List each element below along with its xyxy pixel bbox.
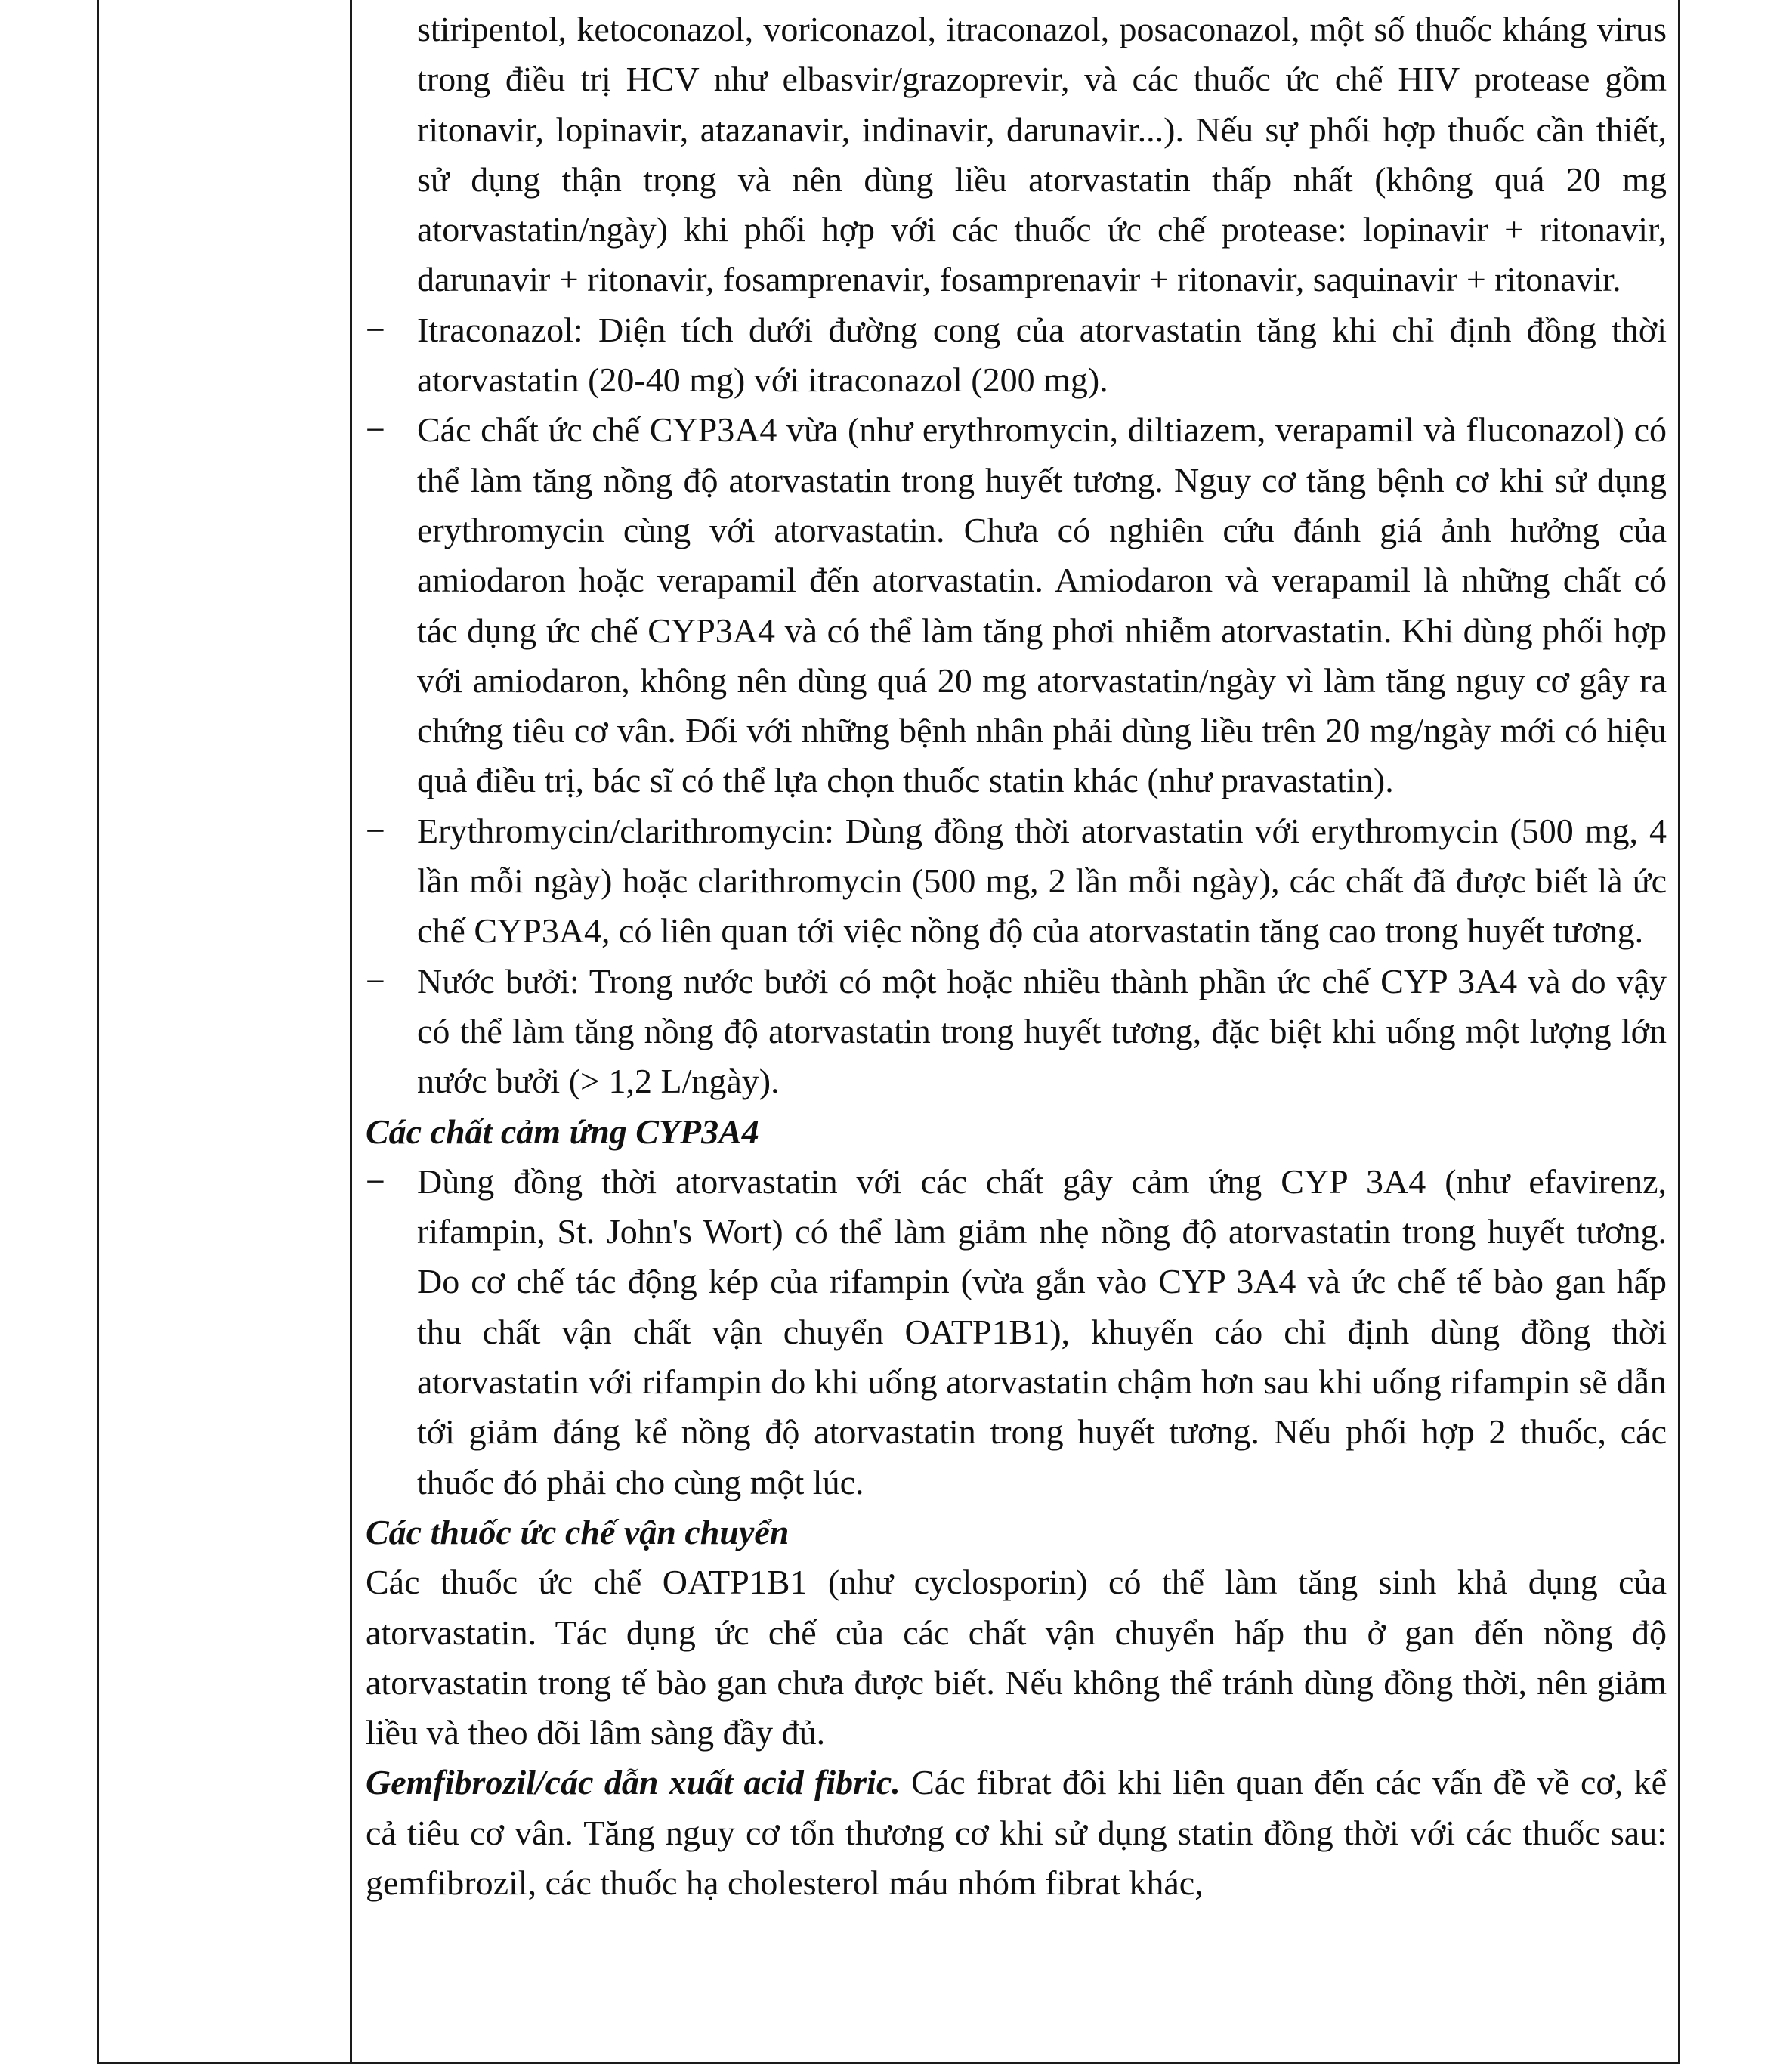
section-heading-cyp3a4-inducers: Các chất cảm ứng CYP3A4: [366, 1112, 759, 1151]
bullet-item-grapefruit-juice: [366, 957, 1667, 1107]
bullet-dash: −: [366, 310, 385, 349]
bullet-dash: −: [366, 1161, 385, 1201]
gemfibrozil-text: Các fibrat đôi khi liên quan đến các vấn đề về cơ, kể cả tiêu cơ vân. Tăng nguy cơ tổn thương cơ khi sử dụng statin đồng thời với các thuốc sau: gemfibrozil, các thuốc hạ cholesterol máu nhóm fibrat khác,: [366, 1763, 1667, 1902]
bullet-dash: −: [366, 811, 385, 850]
bullet-text: Erythromycin/clarithromycin: Dùng đồng thời atorvastatin với erythromycin (500 mg, 4 lần mỗi ngày) hoặc clarithromycin (500 mg, 2 lần mỗi ngày), các chất đã được biết là ức chế CYP3A4, có liên quan tới việc nồng độ của atorvastatin tăng cao trong huyết tương.: [417, 811, 1667, 951]
continuation-paragraph: stiripentol, ketoconazol, voriconazol, itraconazol, posaconazol, một số thuốc kháng virus trong điều trị HCV như elbasvir/grazoprevir, và các thuốc ức chế HIV protease gồm ritonavir, lopinavir, atazanavir, indinavir, darunavir...). Nếu sự phối hợp thuốc cần thiết, sử dụng thận trọng và nên dùng liều atorvastatin thấp nhất (không quá 20 mg atorvastatin/ngày) khi phối hợp với các thuốc ức chế protease: lopinavir + ritonavir, darunavir + ritonavir, fosamprenavir, fosamprenavir + ritonavir, saquinavir + ritonavir.: [417, 10, 1667, 299]
bullet-item-cyp3a4-moderate-inhibitors: [366, 405, 1667, 806]
bullet-dash: −: [366, 410, 385, 450]
bullet-item-cyp3a4-inducers: [366, 1157, 1667, 1508]
bullet-text: Itraconazol: Diện tích dưới đường cong của atorvastatin tăng khi chỉ định đồng thời atorvastatin (20-40 mg) với itraconazol (200 mg).: [417, 310, 1667, 400]
bullet-item-erythromycin-clarithromycin: [366, 806, 1667, 957]
section-heading-transport-inhibitors: Các thuốc ức chế vận chuyển: [366, 1512, 790, 1551]
right-column-cell: [366, 5, 1667, 1908]
gemfibrozil-heading: Gemfibrozil/các dẫn xuất acid fibric.: [366, 1763, 901, 1802]
gemfibrozil-paragraph: [366, 1758, 1667, 1908]
column-divider: [350, 0, 352, 2064]
bullet-text: Các chất ức chế CYP3A4 vừa (như erythromycin, diltiazem, verapamil và fluconazol) có thể làm tăng nồng độ atorvastatin trong huyết tương. Nguy cơ tăng bệnh cơ khi sử dụng erythromycin cùng với atorvastatin. Chưa có nghiên cứu đánh giá ảnh hưởng của amiodaron hoặc verapamil đến atorvastatin. Amiodaron và verapamil là những chất có tác dụng ức chế CYP3A4 và có thể làm tăng phơi nhiễm atorvastatin. Khi dùng phối hợp với amiodaron, không nên dùng quá 20 mg atorvastatin/ngày vì làm tăng nguy cơ gây ra chứng tiêu cơ vân. Đối với những bệnh nhân phải dùng liều trên 20 mg/ngày mới có hiệu quả điều trị, bác sĩ có thể lựa chọn thuốc statin khác (như pravastatin).: [417, 410, 1667, 800]
transport-inhibitors-paragraph: Các thuốc ức chế OATP1B1 (như cyclosporin) có thể làm tăng sinh khả dụng của atorvastatin. Tác dụng ức chế của các chất vận chuyển hấp thu ở gan đến nồng độ atorvastatin trong tế bào gan chưa được biết. Nếu không thể tránh dùng đồng thời, nên giảm liều và theo dõi lâm sàng đầy đủ.: [366, 1563, 1667, 1752]
bullet-text: Nước bưởi: Trong nước bưởi có một hoặc nhiều thành phần ức chế CYP 3A4 và do vậy có thể làm tăng nồng độ atorvastatin trong huyết tương, đặc biệt khi uống một lượng lớn nước bưởi (> 1,2 L/ngày).: [417, 961, 1667, 1101]
bullet-dash: −: [366, 961, 385, 1000]
bullet-text: Dùng đồng thời atorvastatin với các chất gây cảm ứng CYP 3A4 (như efavirenz, rifampin, St. John's Wort) có thể làm giảm nhẹ nồng độ atorvastatin trong huyết tương. Do cơ chế tác động kép của rifampin (vừa gắn vào CYP 3A4 và ức chế tế bào gan hấp thu chất vận chất vận chuyển OATP1B1), khuyến cáo chỉ định dùng đồng thời atorvastatin với rifampin do khi uống atorvastatin chậm hơn sau khi uống rifampin sẽ dẫn tới giảm đáng kể nồng độ atorvastatin trong huyết tương. Nếu phối hợp 2 thuốc, các thuốc đó phải cho cùng một lúc.: [417, 1161, 1667, 1501]
bullet-item-itraconazol: [366, 305, 1667, 406]
